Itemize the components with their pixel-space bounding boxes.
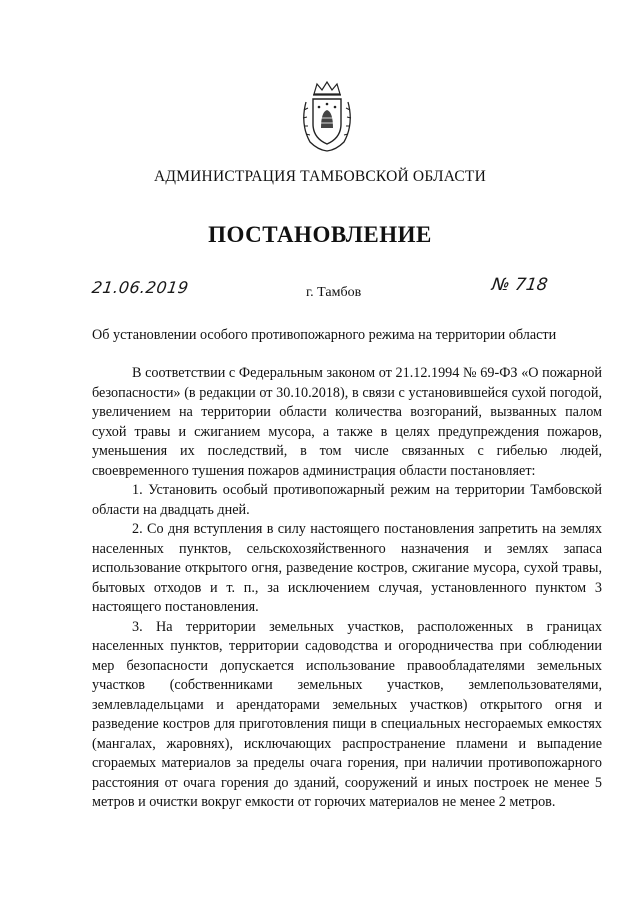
coat-of-arms-icon [298, 80, 356, 154]
document-subject: Об установлении особого противопожарного режима на территории области [92, 327, 557, 343]
handwritten-date: 21.06.2019 [90, 278, 190, 297]
clause-paragraph-3: 3. На территории земельных участков, расположенных в границах населенных пунктов, территории садоводства и огородничества при соблюдении мер безопасности допускается использование правообладателями земельных участков (собственниками земельных участков, землепользователями, землевладельцами и арендаторами земельных участков) открытого огня и разведение костров для приготовления пищи в специальных несгораемых емкостях (мангалах, жаровнях), исключающих распространение пламени и выпадение сгораемых материалов за пределы очага горения, при наличии противопожарного расстояния от очага горения до зданий, сооружений и иных построек не менее 5 метров и очистки вокруг емкости от горючих материалов не менее 2 метров. [92, 618, 602, 810]
document-type-title: ПОСТАНОВЛЕНИЕ [208, 222, 432, 247]
handwritten-number: № 718 [490, 275, 549, 295]
document-body [92, 364, 602, 813]
clause-paragraph-2: 2. Со дня вступления в силу настоящего постановления запретить на землях населенных пунктов, сельскохозяйственного назначения и землях запаса использование открытого огня, разведение костров, сжигание мусора, сухой травы, бытовых отходов и т. п., за исключением случая, установленного пунктом 3 настоящего постановления. [92, 521, 602, 615]
preamble-paragraph: В соответствии с Федеральным законом от 21.12.1994 № 69-ФЗ «О пожарной безопасности» (в редакции от 30.10.2018), в связи с установившейся сухой погодой, увеличением на территории области количества возгораний, вызванных палом сухой травы и сжиганием мусора, а также в целях предупреждения пожаров, уменьшения их последствий, в том числе связанных с гибелью людей, своевременного тушения пожаров администрация области постановляет: [92, 365, 602, 479]
clause-paragraph-1: 1. Установить особый противопожарный режим на территории Тамбовской области на двадцать дней. [92, 482, 602, 518]
organization-name: АДМИНИСТРАЦИЯ ТАМБОВСКОЙ ОБЛАСТИ [154, 168, 486, 185]
city-label: г. Тамбов [306, 285, 362, 300]
